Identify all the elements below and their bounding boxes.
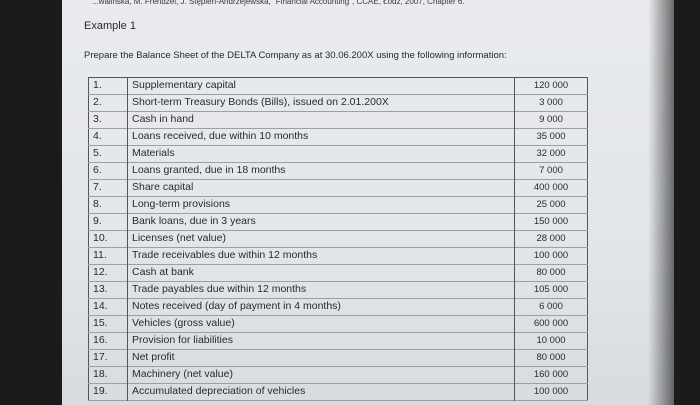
- row-number: 14.: [89, 299, 128, 316]
- row-description: Short-term Treasury Bonds (Bills), issued on 2.01.200X: [128, 95, 515, 112]
- row-description: Cash at bank: [128, 265, 515, 282]
- page-shadow: [648, 0, 674, 405]
- row-value: 150 000: [533, 216, 569, 227]
- row-value: 400 000: [533, 182, 569, 193]
- table-row: [89, 129, 588, 146]
- row-value: 35 000: [536, 131, 566, 142]
- row-description: Trade payables due within 12 months: [128, 282, 515, 299]
- row-value: 28 000: [536, 233, 566, 244]
- table-row: [89, 95, 588, 112]
- row-number: 7.: [89, 180, 128, 197]
- table-row: [89, 231, 588, 248]
- row-description: Share capital: [128, 180, 515, 197]
- row-number: 19.: [89, 384, 128, 401]
- table-row: [89, 316, 588, 333]
- row-description: Licenses (net value): [128, 231, 515, 248]
- row-number: 8.: [89, 197, 128, 214]
- row-value: 100 000: [533, 386, 569, 397]
- table-row: [89, 282, 588, 299]
- table-row: [89, 112, 588, 129]
- row-description: Loans granted, due in 18 months: [128, 163, 515, 180]
- row-description: Provision for liabilities: [128, 333, 515, 350]
- example-heading: Example 1: [84, 20, 136, 32]
- row-description: Supplementary capital: [128, 78, 515, 95]
- row-value: 6 000: [539, 301, 563, 312]
- table-row: [89, 248, 588, 265]
- row-number: 16.: [89, 333, 128, 350]
- source-citation: ...walińska, M. Frendzel, J. Stępień-Andrzejewska, "Financial Accounting", CCAE, Łódź, 2007, Chapter 6.: [92, 0, 465, 6]
- row-number: 2.: [89, 95, 128, 112]
- row-description: Vehicles (gross value): [128, 316, 515, 333]
- row-number: 9.: [89, 214, 128, 231]
- row-number: 10.: [89, 231, 128, 248]
- row-description: Notes received (day of payment in 4 months): [128, 299, 515, 316]
- table-row: [89, 384, 588, 401]
- row-number: 12.: [89, 265, 128, 282]
- row-value: 160 000: [533, 369, 569, 380]
- row-description: Long-term provisions: [128, 197, 515, 214]
- row-description: Machinery (net value): [128, 367, 515, 384]
- row-value: 7 000: [539, 165, 563, 176]
- row-number: 6.: [89, 163, 128, 180]
- row-value: 10 000: [536, 335, 566, 346]
- table-row: [89, 350, 588, 367]
- row-description: Net profit: [128, 350, 515, 367]
- row-number: 3.: [89, 112, 128, 129]
- table-row: [89, 299, 588, 316]
- table-row: [89, 146, 588, 163]
- row-number: 11.: [89, 248, 128, 265]
- row-value: 25 000: [536, 199, 566, 210]
- data-table: [88, 77, 588, 401]
- row-number: 17.: [89, 350, 128, 367]
- table-row: [89, 163, 588, 180]
- row-value: 120 000: [533, 80, 569, 91]
- row-description: Cash in hand: [128, 112, 515, 129]
- table-row: [89, 197, 588, 214]
- row-description: Accumulated depreciation of vehicles: [128, 384, 515, 401]
- table-row: [89, 367, 588, 384]
- row-value: 9 000: [539, 114, 563, 125]
- row-value: 105 000: [533, 284, 569, 295]
- row-value: 600 000: [533, 318, 569, 329]
- row-description: Loans received, due within 10 months: [128, 129, 515, 146]
- table-row: [89, 78, 588, 95]
- table-row: [89, 214, 588, 231]
- row-value: 100 000: [533, 250, 569, 261]
- row-description: Materials: [128, 146, 515, 163]
- document-page: [62, 0, 674, 405]
- row-value: 80 000: [536, 352, 566, 363]
- row-description: Bank loans, due in 3 years: [128, 214, 515, 231]
- table-row: [89, 180, 588, 197]
- row-number: 1.: [89, 78, 128, 95]
- row-value: 3 000: [539, 97, 563, 108]
- row-number: 15.: [89, 316, 128, 333]
- row-number: 13.: [89, 282, 128, 299]
- row-value: 80 000: [536, 267, 566, 278]
- table-row: [89, 333, 588, 350]
- row-number: 5.: [89, 146, 128, 163]
- table-row: [89, 265, 588, 282]
- instruction-text: Prepare the Balance Sheet of the DELTA Company as at 30.06.200X using the following information:: [84, 50, 507, 61]
- row-value: 32 000: [536, 148, 566, 159]
- row-description: Trade receivables due within 12 months: [128, 248, 515, 265]
- row-number: 18.: [89, 367, 128, 384]
- row-number: 4.: [89, 129, 128, 146]
